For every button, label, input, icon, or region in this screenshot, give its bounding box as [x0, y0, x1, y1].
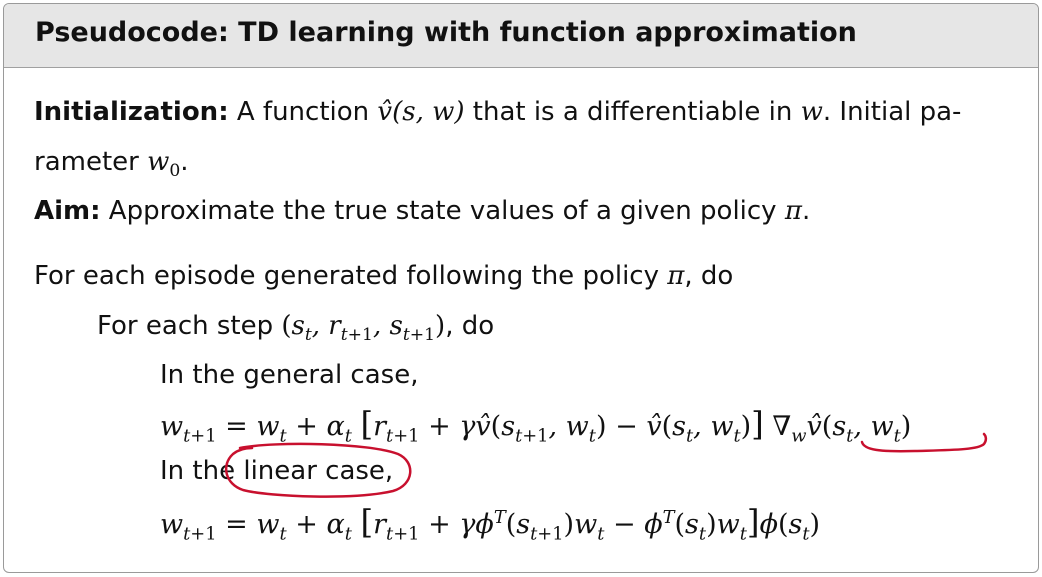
initialization-line2-text: rameter	[34, 147, 139, 177]
step-tuple: ($s_t$, $r_{t+1}$, $s_{t+1}$)	[281, 311, 446, 346]
episode-text-b: , do	[684, 261, 734, 291]
step-loop-line	[97, 311, 495, 346]
initialization-line2-end: .	[180, 147, 189, 177]
variable-w: w	[800, 97, 823, 127]
step-text-b: , do	[445, 311, 495, 341]
initialization-label: Initialization:	[34, 97, 229, 127]
episode-text-a: For each episode generated following the policy	[34, 261, 659, 291]
initialization-text-c: . Initial pa-	[822, 97, 962, 127]
initialization-line	[34, 97, 961, 127]
box-title: Pseudocode: TD learning with function approximation	[35, 17, 857, 48]
initialization-text-a: A function	[236, 97, 370, 127]
aim-label: Aim:	[34, 196, 101, 226]
episode-policy-symbol: π	[667, 261, 685, 291]
aim-end: .	[801, 196, 811, 226]
aim-text: Approximate the true state values of a given policy	[108, 196, 777, 226]
initialization-line-2	[34, 147, 189, 182]
initialization-text-b: that is a differentiable in	[472, 97, 793, 127]
policy-symbol: π	[784, 196, 802, 226]
linear-update-formula: $w_{t+1} = w_t + \alpha_t$ $[r_{t+1} + \gamma\phi^T(s_{t+1})w_t - \phi^T(s_t)w_t]\phi(s_t)$	[160, 503, 821, 545]
box-header	[4, 4, 1038, 68]
aim-line	[34, 196, 810, 226]
general-case-label: In the general case,	[160, 360, 419, 390]
initial-parameter: $w_0$	[147, 147, 181, 182]
linear-case-label: In the linear case,	[160, 456, 394, 486]
general-update-formula: $w_{t+1} = w_t + \alpha_t$ [$r_{t+1}$ + $\gamma v̂(s_{t+1}$, $w_t$) − $v̂(s_t$, $w_t$)] $\nabla_wv̂(s_t$, $w_t$)	[160, 405, 912, 447]
episode-loop-line	[34, 261, 733, 291]
function-symbol: v̂(s, w)	[377, 97, 465, 127]
step-text-a: For each step	[97, 311, 274, 341]
